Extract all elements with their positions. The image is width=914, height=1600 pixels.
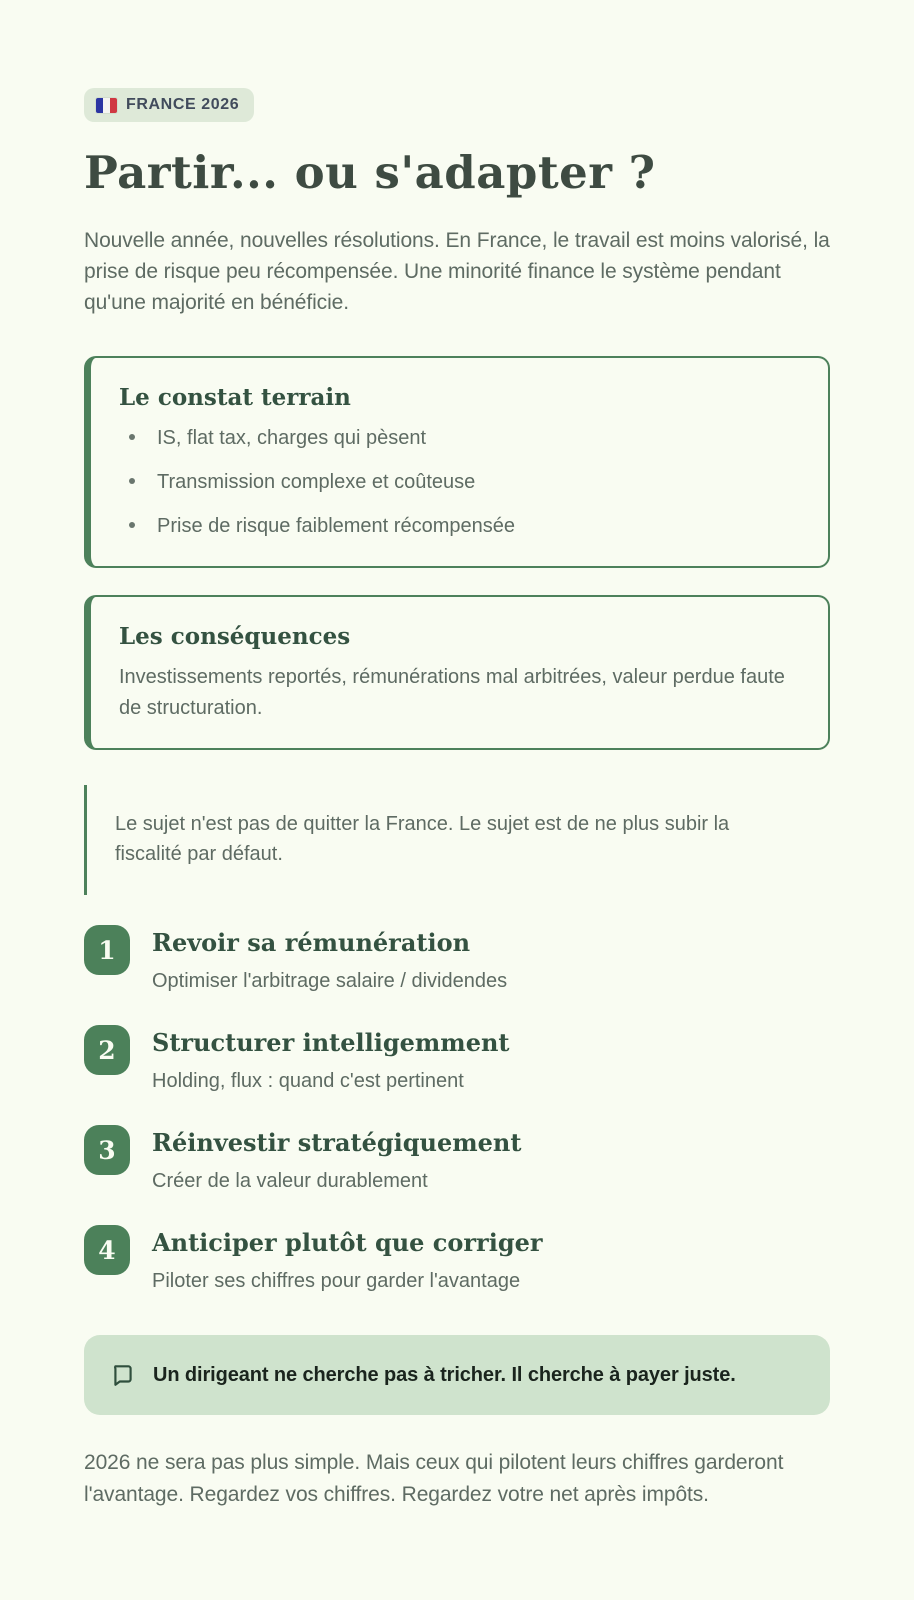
consequences-box-title: Les conséquences — [119, 623, 351, 651]
france-flag-icon — [96, 98, 117, 113]
step-number-badge: 2 — [84, 1025, 130, 1075]
step-subtitle: Créer de la valeur durablement — [152, 1170, 428, 1193]
country-badge — [84, 88, 254, 122]
highlight-text: Un dirigeant ne cherche pas à tricher. Il cherche à payer juste. — [153, 1363, 736, 1386]
constat-bullet-list — [119, 427, 800, 538]
constat-box — [84, 356, 830, 568]
pull-quote: Le sujet n'est pas de quitter la France. Le sujet est de ne plus subir la fiscalité par défaut. — [84, 785, 784, 895]
step-subtitle: Holding, flux : quand c'est pertinent — [152, 1070, 464, 1093]
step-item-3 — [84, 1125, 830, 1193]
highlight-banner — [84, 1335, 830, 1415]
constat-box-title: Le constat terrain — [119, 384, 351, 412]
consequences-box — [84, 595, 830, 750]
page-title: Partir... ou s'adapter ? — [84, 146, 656, 199]
message-square-icon — [110, 1362, 136, 1388]
step-title: Revoir sa rémunération — [152, 928, 471, 958]
outro-paragraph: 2026 ne sera pas plus simple. Mais ceux qui pilotent leurs chiffres garderont l'avantage. Regardez vos chiffres. Regardez votre net après impôts. — [84, 1451, 784, 1506]
step-subtitle: Piloter ses chiffres pour garder l'avantage — [152, 1270, 521, 1293]
intro-paragraph: Nouvelle année, nouvelles résolutions. En France, le travail est moins valorisé, la prise de risque peu récompensée. Une minorité finance le système pendant qu'une majorité en bénéficie. — [84, 229, 830, 315]
bullet-item — [119, 515, 800, 538]
bullet-dot-icon — [129, 434, 135, 440]
step-title: Anticiper plutôt que corriger — [152, 1228, 543, 1258]
badge-label: FRANCE 2026 — [126, 96, 240, 113]
step-item-1 — [84, 925, 830, 993]
step-subtitle: Optimiser l'arbitrage salaire / dividendes — [152, 970, 508, 993]
step-title: Structurer intelligemment — [152, 1028, 510, 1058]
step-number-badge: 3 — [84, 1125, 130, 1175]
bullet-text: Prise de risque faiblement récompensée — [157, 515, 515, 538]
bullet-text: Transmission complexe et coûteuse — [157, 471, 476, 494]
step-number-badge: 4 — [84, 1225, 130, 1275]
step-item-4 — [84, 1225, 830, 1293]
consequences-box-text: Investissements reportés, rémunérations mal arbitrées, valeur perdue faute de structuration. — [119, 666, 785, 720]
bullet-dot-icon — [129, 478, 135, 484]
bullet-dot-icon — [129, 522, 135, 528]
bullet-text: IS, flat tax, charges qui pèsent — [157, 427, 427, 450]
bullet-item — [119, 471, 800, 494]
step-item-2 — [84, 1025, 830, 1093]
step-title: Réinvestir stratégiquement — [152, 1128, 522, 1158]
bullet-item — [119, 427, 800, 450]
step-number-badge: 1 — [84, 925, 130, 975]
